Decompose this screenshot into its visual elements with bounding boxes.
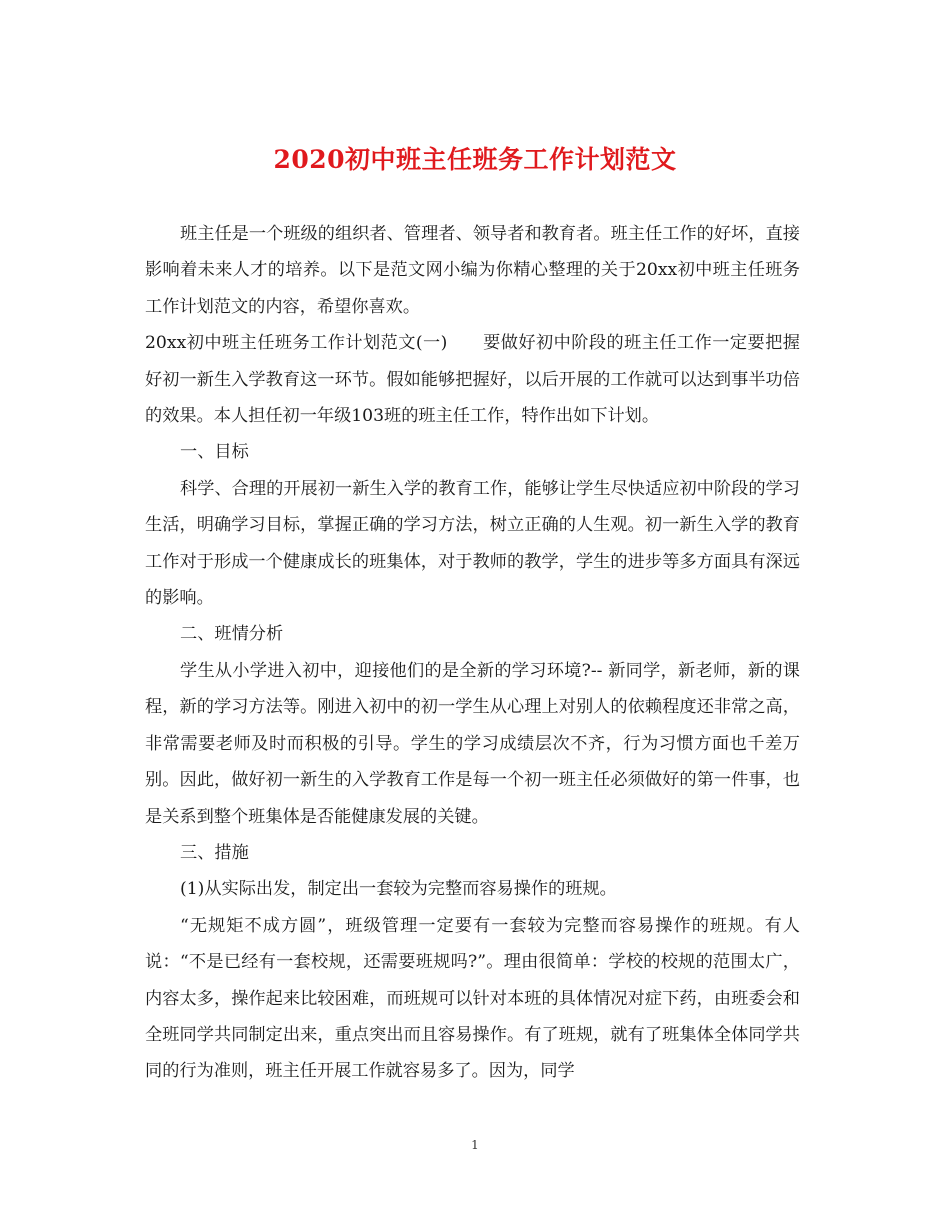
paragraph-intro: 班主任是一个班级的组织者、管理者、领导者和教育者。班主任工作的好坏，直接影响着未来人才的培养。以下是范文网小编为你精心整理的关于20xx初中班主任班务工作计划范文的内容，希望你喜欢。 xyxy=(145,224,800,317)
document-title: 2020初中班主任班务工作计划范文 xyxy=(273,145,677,174)
page-number: 1 xyxy=(471,1138,479,1152)
document-body xyxy=(145,216,800,1090)
paragraph-goals: 科学、合理的开展初一新生入学的教育工作，能够让学生尽快适应初中阶段的学习生活，明确学习目标，掌握正确的学习方法，树立正确的人生观。初一新生入学的教育工作对于形成一个健康成长的班集体，对于教师的教学，学生的进步等多方面具有深远的影响。 xyxy=(145,478,800,609)
section-heading-goals: 一、目标 xyxy=(180,442,249,463)
paragraph-plan-one: 20xx初中班主任班务工作计划范文(一) 要做好初中阶段的班主任工作一定要把握好初一新生入学教育这一环节。假如能够把握好，以后开展的工作就可以达到事半功倍的效果。本人担任初一年级103班的班主任工作，特作出如下计划。 xyxy=(145,333,800,427)
paragraph-class-analysis: 学生从小学进入初中，迎接他们的是全新的学习环境?-- 新同学，新老师，新的课程，新的学习方法等。刚进入初中的初一学生从心理上对别人的依赖程度还非常之高，非常需要老师及时而积极的引导。学生的学习成绩层次不齐，行为习惯方面也千差万别。因此，做好初一新生的入学教育工作是每一个初一班主任必须做好的第一件事，也是关系到整个班集体是否能健康发展的关键。 xyxy=(145,660,800,827)
section-heading-measures: 三、措施 xyxy=(180,842,249,863)
paragraph-class-rules: “无规矩不成方圆”，班级管理一定要有一套较为完整而容易操作的班规。有人说：“不是已经有一套校规，还需要班规吗?”。理由很简单：学校的校规的范围太广，内容太多，操作起来比较困难，而班规可以针对本班的具体情况对症下药，由班委会和全班同学共同制定出来，重点突出而且容易操作。有了班规，就有了班集体全体同学共同的行为准则，班主任开展工作就容易多了。因为，同学 xyxy=(145,915,800,1082)
paragraph-measure-one: (1)从实际出发，制定出一套较为完整而容易操作的班规。 xyxy=(180,879,617,900)
section-heading-class-analysis: 二、班情分析 xyxy=(180,624,284,645)
